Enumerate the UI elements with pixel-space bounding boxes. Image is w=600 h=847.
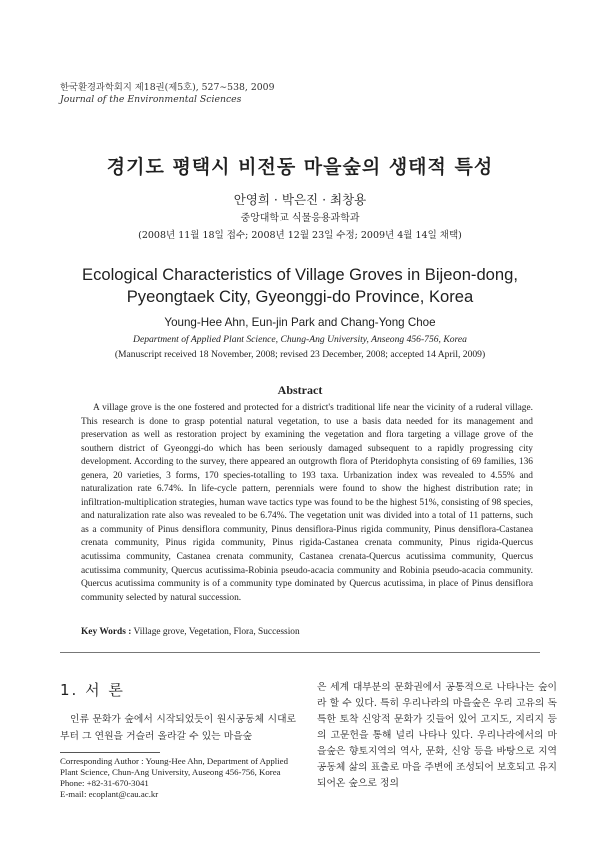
abstract-heading: Abstract — [277, 383, 323, 397]
korean-affiliation: 중앙대학교 식물응용과학과 — [240, 213, 360, 224]
section-heading: 1. 서 론 — [60, 681, 125, 699]
section-divider — [60, 652, 540, 653]
journal-english-name: Journal of the Environmental Sciences — [60, 94, 242, 105]
english-title-line1: Ecological Characteristics of Village Groves in Bijeon-dong, — [82, 265, 518, 284]
right-column-text: 은 세계 대부분의 문화권에서 공통적으로 나타나는 숲이라 할 수 있다. 특히 우리나라의 마을숲은 우리 고유의 독특한 토착 신앙적 문화가 깃들어 있어 고지도, 지리지 등의 고문헌을 통해 널리 나타나 있다. 우리나라에서의 마을숲은 향토지역의 역사, 문화, 신앙 등을 바탕으로 지역 공동체 삶의 표출로 마을 주변에 조성되어 보호되고 유지되어온 숲으로 정의 — [317, 682, 557, 789]
footnote — [60, 756, 306, 800]
left-column-text: 인류 문화가 숲에서 시작되었듯이 원시공동체 시대로부터 그 연원을 거슬러 올라갈 수 있는 마을숲 — [60, 714, 296, 742]
footnote-email: E-mail: ecoplant@cau.ac.kr — [60, 789, 159, 799]
keywords-text: Village grove, Vegetation, Flora, Succession — [131, 627, 300, 637]
korean-title: 경기도 평택시 비전동 마을숲의 생태적 특성 — [106, 156, 494, 178]
footnote-line1: Corresponding Author : Young-Hee Ahn, Department of Applied — [60, 756, 288, 766]
keywords — [81, 627, 300, 637]
abstract-body — [81, 402, 533, 605]
english-department: Department of Applied Plant Science, Chung-Ang University, Anseong 456-756, Korea — [133, 334, 467, 345]
english-title — [0, 264, 600, 308]
korean-authors: 안영희 · 박은진 · 최창용 — [233, 192, 367, 207]
footnote-line3: Phone: +82-31-670-3041 — [60, 778, 149, 788]
manuscript-dates: (Manuscript received 18 November, 2008; revised 23 December, 2008; accepted 14 April, 2009) — [114, 349, 486, 360]
footnote-line2: Plant Science, Chun-Ang University, Auseong 456-756, Korea — [60, 767, 281, 777]
footnote-rule — [60, 752, 160, 753]
right-column — [317, 680, 557, 792]
left-column — [60, 711, 296, 745]
keywords-label: Key Words : — [81, 627, 132, 637]
journal-korean-citation: 한국환경과학회지 제18권(제5호), 527∼538, 2009 — [60, 82, 275, 93]
korean-dates: (2008년 11월 18일 접수; 2008년 12월 23일 수정; 2009년 4월 14일 채택) — [138, 230, 462, 241]
abstract-text: A village grove is the one fostered and protected for a district's traditional life near the vicinity of a ruderal village. This research is done to grasp potential natural vegetation, to use a basis data needed for its management and preservation as well as restoration project by examining the vegetation and flora targeting a village grove of the southern district of Gyeonggi-do which has been seriously damaged subsequent to a rapidly progressing city development. According to the survey, there appeared an outgrowth flora of Pteridophyta consisting of 69 families, 136 genera, 20 varieties, 3 forms, 170 species-totalling to 193 taxa. Urbanization index was revealed to 4.55% and naturalization rate 6.74%. In life-cycle pattern, perennials were found to show the highest distribution rate; in infiltration-multiplication strategies, human wave tactics type was found to be the highest 51%, consisting of 98 species, and naturalization rate also was revealed to be 6.74%. The vegetation unit was divided into a total of 11 patterns, such as a community of Pinus densiflora community, Pinus densiflora-Pinus rigida community, Pinus densiflora-Castanea crenata community, Pinus rigida community, Pinus rigida-Castanea crenata community, Pinus rigida-Quercus acutissima community, Castanea crenata community, Castanea crenata-Quercus acutissima community, Quercus acutissima community, Quercus acutissima-Robinia pseudo-acacia community and Robinia pseudo-acacia community. Quercus acutissima community is of a community type dominated by Quercus acutissima, in place of Pinus densiflora community selected by natural succession. — [81, 403, 533, 603]
english-title-line2: Pyeongtaek City, Gyeonggi-do Province, Korea — [126, 287, 474, 306]
english-authors: Young-Hee Ahn, Eun-jin Park and Chang-Yong Choe — [164, 316, 436, 329]
running-head — [60, 82, 274, 106]
